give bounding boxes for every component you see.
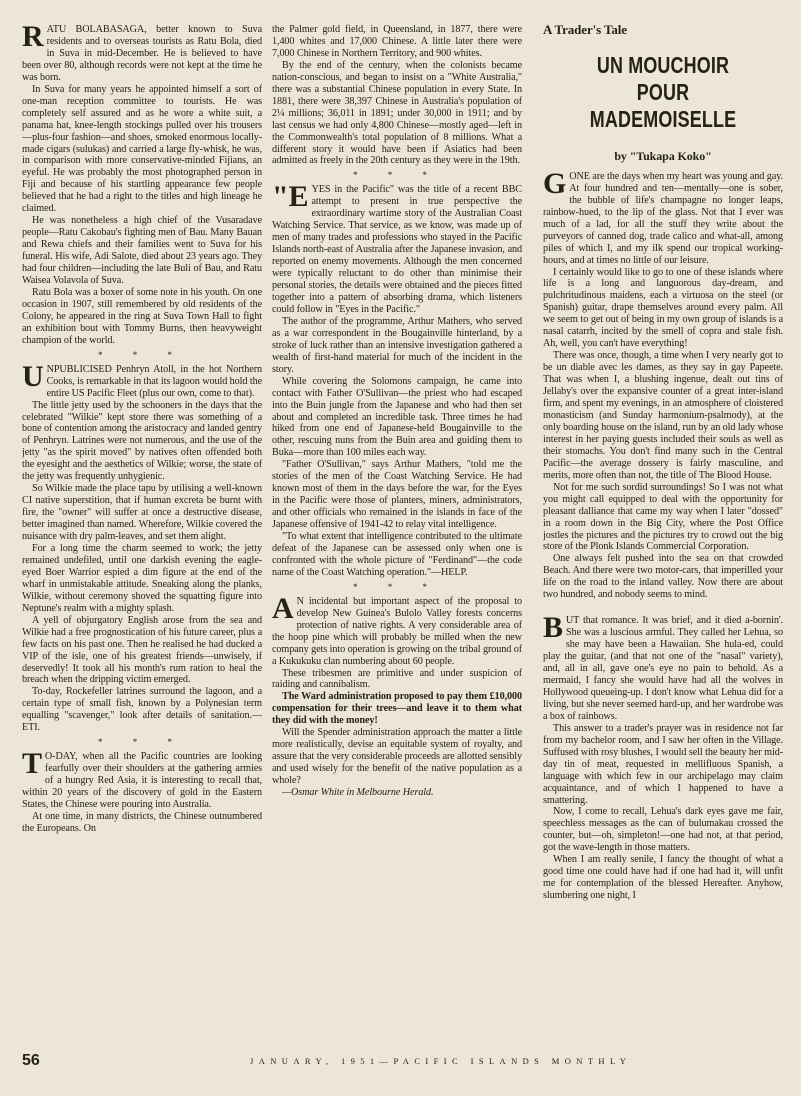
paragraph-text: ATU BOLABASAGA, better known to Suva residents and to overseas tourists as Ratu Bola, died in Suva in mid-December. He is believed to have been over 80, although records were not kept at the time he was born. bbox=[22, 24, 262, 83]
drop-cap: R bbox=[22, 24, 44, 53]
paragraph bbox=[543, 166, 783, 267]
paragraph-text: To-day, Rockefeller latrines surround the lagoon, and a certain type of small fish, known by a Polynesian term equalling "scavenger," look after details of sanitation.—ETI. bbox=[22, 686, 262, 734]
page-number: 56 bbox=[22, 1052, 40, 1069]
paragraph bbox=[272, 459, 522, 531]
paragraph-text: The little jetty used by the schooners in the days that the celebrated "Wilkie" kept store there was something of a bone of contention among the aristocracy and landed gentry of Penhryn. Latrines were not numerous, and the use of the jetty "as the spirit moved" by natives often offended both the eyesight and the aesthetics of Wilkie; worse, the state of the jetty was frequently unhygienic. bbox=[22, 399, 262, 483]
article-column-1 bbox=[22, 24, 262, 1036]
paragraph bbox=[543, 723, 783, 807]
paragraph bbox=[22, 24, 262, 84]
spacer bbox=[543, 601, 783, 615]
paragraph-text: While covering the Solomons campaign, he came into contact with Father O'Sullivan—the priest who had escaped into the Buin jungle from the Japanese and who had then set about and completed an incredible task. Three times he had hiked from one end of Japanese-held Bougainville to the other, rescuing nuns from the Buin area and guiding them to Buka—more than 100 miles each way. bbox=[272, 375, 522, 459]
paragraph bbox=[543, 806, 783, 854]
paragraph-text: This answer to a trader's prayer was in residence not far from my bachelor room, and I saw her often in the Village. Suffused with rosy blushes, I would sell the beauty her mid-day tin of meat, requested in mellifluous Spanish, a language with which few in our archipelago may claim acquaintance, and of which I happened to have a smattering. bbox=[543, 722, 783, 806]
paragraph-text: In Suva for many years he appointed himself a sort of one-man reception committee to tourists. He was completely self assured and as he wore a white suit, a panama hat, knee-length stockings pulled over his trousers—plus-four fashion—and shoes, smoked enormous locally-made cigars (sulukas) and carried a large fly-whisk, he was, in comparison with more conservative-minded Fijians, an eyeful. He was probably the most photographed person in Fiji and because of his startling appearance few people believed that he had a right to the titles and high lineage he claimed. bbox=[22, 83, 262, 215]
paragraph bbox=[543, 553, 783, 601]
paragraph-text: Now, I come to recall, Lehua's dark eyes gave me fair, speechless messages as the can of bulumakau crossed the counter, but—oh, simpleton!—one had not, at that period, got the wave-length in those matters. bbox=[543, 806, 783, 854]
running-head: JANUARY, 1951—PACIFIC ISLANDS MONTHLY bbox=[250, 1056, 632, 1066]
paragraph-text: By the end of the century, when the colonists became nation-conscious, and began to insist on a "White Australia," there was a substantial Chinese population in every State. In 1881, there were 38,397 Chinese in Australia's population of 2¼ millions; 36,011 in 1891; under 30,000 in 1911; and by last census we had only 4,800 Chinese—mostly aged—left in the Commonwealth's total population of 8 millions. What a different story it would have been if Asiatics had been admitted as freely in the 20th century as they were in the 19th. bbox=[272, 59, 522, 167]
paragraph bbox=[272, 668, 522, 692]
paragraph bbox=[22, 483, 262, 543]
paragraph-text: NPUBLICISED Penhryn Atoll, in the hot Northern Cooks, is remarkable in that its lagoon would hold the entire US Pacific Fleet (plus our own, come to that). bbox=[46, 363, 262, 399]
paragraph bbox=[22, 359, 262, 400]
paragraph bbox=[272, 376, 522, 460]
paragraph-text: A yell of objurgatory English arose from the sea and Wilkie had a free prognostication of his future career, plus a few facts on his past one. Then he realised he had ducked a VIP of the isle, one of his greatest friends—unwisely, if deservedly! It took all his month's rum ration to heal the breach when the dripping victim emerged. bbox=[22, 614, 262, 686]
paragraph-text: So Wilkie made the place tapu by utilising a well-known CI native superstition, that if human excreta be burnt with fire, the "owner" will suffer at once a destructive disease, better imagined than named. Wherefore, Wilkie covered the nuisance with dry palm-leaves, and set them alight. bbox=[22, 483, 262, 543]
drop-cap: G bbox=[543, 166, 567, 200]
section-divider: * * * bbox=[353, 581, 441, 592]
paragraph-text: "To what extent that intelligence contributed to the ultimate defeat of the Japanese can be assessed only when one is confronted with the whole picture of "Ferdinand"—the code name of the Coast Watching operation."—HELP. bbox=[272, 531, 522, 578]
paragraph bbox=[272, 691, 522, 727]
paragraph-text: N incidental but important aspect of the proposal to develop New Guinea's Bulolo Valley forests concerns protection of native rights. A very considerable area of the hoop pine which will probably be milled when the new company gets into operation is growing on the tribal ground of a Kukukuku clan numbering about 60 people. bbox=[272, 595, 522, 667]
article-column-2 bbox=[272, 24, 522, 1036]
paragraph-text: He was nonetheless a high chief of the Vusaradave people—Ratu Cakobau's fighting men of Bau. Many Bauan and Rewa chiefs and their families went to Suva for his funeral. His wife, Adi Salote, died about 23 years ago. They had four children—including the late Buli of Bau, and Ratu Waisea Volavola of Suva. bbox=[22, 215, 262, 287]
drop-cap: "E bbox=[272, 180, 309, 214]
drop-cap: U bbox=[22, 359, 44, 393]
drop-cap: A bbox=[272, 591, 294, 625]
paragraph-text: At one time, in many districts, the Chinese outnumbered the Europeans. On bbox=[22, 810, 262, 834]
paragraph bbox=[272, 24, 522, 60]
paragraph-text: These tribesmen are primitive and under suspicion of raiding and cannibalism. bbox=[272, 667, 522, 691]
article-headline: UN MOUCHOIR POUR MADEMOISELLE bbox=[589, 51, 737, 132]
paragraph bbox=[272, 60, 522, 168]
paragraph bbox=[543, 611, 783, 723]
paragraph bbox=[22, 811, 262, 835]
paragraph-text: the Palmer gold field, in Queensland, in 1877, there were 1,400 whites and 17,000 Chinese. A little later there were 7,000 Chinese in Northern Territory, and 900 whites. bbox=[272, 24, 522, 59]
drop-cap: T bbox=[22, 747, 42, 781]
paragraph-text: When I am really senile, I fancy the thought of what a good time one could have had if one had had it, will unfit me for contemplation of the blessed Hereafter. Anyhow, slumbering one night, I bbox=[543, 854, 783, 902]
section-divider: * * * bbox=[353, 170, 441, 181]
paragraph-text: "Father O'Sullivan," says Arthur Mathers, "told me the stories of the men of the Coast Watching Service. He had known most of them in the days before the war, for the Eyes in the Pacific were those of planters, miners, administrators, and other officials who remained in the islands in face of the Japanese offensive of 1941-42 to relay vital intelligence. bbox=[272, 459, 522, 531]
section-kicker: A Trader's Tale bbox=[543, 24, 627, 37]
drop-cap: B bbox=[543, 611, 563, 645]
paragraph bbox=[272, 531, 522, 579]
paragraph bbox=[22, 84, 262, 215]
paragraph bbox=[22, 615, 262, 687]
paragraph bbox=[22, 400, 262, 484]
paragraph-text: The author of the programme, Arthur Mathers, who served as a war correspondent in the Bougainville hinterland, by a stroke of luck rather than an intensive investigation gathered a wealth of first-hand material for much of the incident in the story. bbox=[272, 315, 522, 375]
section-divider: * * * bbox=[98, 349, 186, 360]
paragraph bbox=[543, 854, 783, 902]
paragraph bbox=[22, 287, 262, 347]
paragraph-text: Will the Spender administration approach the matter a little more realistically, devise an equitable system of royalty, and assure that the very considerable proceeds are allotted sensibly and used wisely for the benefit of the native population as a whole? bbox=[272, 727, 522, 787]
article-column-3 bbox=[543, 24, 783, 1036]
paragraph-text: ONE are the days when my heart was young and gay. At four hundred and ten—mentally—one is sober, the bubble of life's champagne no longer leaps, rainbow-hued, to the lip of the glass. Not that I ever was much of a lad, for all the stuff they write about the purveyors of canned dog, trade calico and what-all, among piles of which I, and my ilk spend our tropical working-hours, and at times no little of our leisure. bbox=[543, 170, 783, 266]
paragraph-text: O-DAY, when all the Pacific countries are looking fearfully over their shoulders at the gathering armies of a hungry Red Asia, it is interesting to recall that, within 20 years of the discovery of gold in the Eastern States, the Chinese were pouring into Australia. bbox=[22, 751, 262, 810]
paragraph-text: There was once, though, a time when I very nearly got to be un diable avec les dames, as they say in gay Papeete. That was when I, a blushing ingenue, dealt out tins of Jellaby's over the expansive counter of a great inter-island firm, and spent my evenings, in an atmosphere of cloistered monasticism (and Sunday harmonium-psalmody), at the only boarding house on the island, run by an old lady whose interest in her paying guests included their souls as well as their stomachs. You don't find many such in the Central Pacific—the average dossery is fairly masculine, and merits, more often than not, the title of The Blood House. bbox=[543, 350, 783, 481]
paragraph-text: For a long time the charm seemed to work; the jetty remained undefiled, until one darkish evening the eagle-eyed Boer Warrior espied a dim figure at the end of the wharf in unmistakable attitude. Sneaking along the planks, Wilkie, without ceremony shoved the squatting figure into Neptune's realm with a mighty splash. bbox=[22, 542, 262, 614]
paragraph-text: The Ward administration proposed to pay them £10,000 compensation for their trees—and leave it to them what they did with the money! bbox=[272, 691, 522, 727]
paragraph-text: UT that romance. It was brief, and it died a-bornin'. She was a luscious armful. They called her Lehua, so she may have been a Hawaiian. She hula-ed, could play the guitar, (and that not one of the "nasal" variety), and, all in all, gave one's eye no pain to behold. As a mermaid, I fancy she would have had all the wolves in Hollywood queueing-up. I don't know what Lehua did for a living, but she never seemed hard-up, and her wardrobe was a box of rainbows. bbox=[543, 615, 783, 722]
paragraph bbox=[272, 727, 522, 787]
paragraph-text: One always felt pushed into the sea on that crowded Beach. And there were two motor-cars, that imperilled your life on the road to the inland valley. Now there are about two hundred, and nobody seems to mind. bbox=[543, 553, 783, 601]
section-divider: * * * bbox=[98, 737, 186, 748]
paragraph bbox=[22, 747, 262, 811]
paragraph bbox=[272, 591, 522, 668]
paragraph bbox=[22, 215, 262, 287]
article-body bbox=[543, 166, 783, 902]
paragraph-text: YES in the Pacific" was the title of a recent BBC attempt to present in true perspective the extraordinary wartime story of the Australian Coast Watching Service. That service, as we know, was made up of men of many trades and professions who stayed in the Pacific Islands north-east of Australia after the Japanese invasion, and reported on enemy movements. Although the men concerned were typically reluctant to do other than minimise their personal stories, the details were obtained and the pieces fitted together into a pattern of absorbing drama, which listeners could follow in "Eyes in the Pacific." bbox=[272, 184, 522, 315]
paragraph-text: Ratu Bola was a boxer of some note in his youth. On one occasion in 1907, still remembered by old residents of the Colony, he appeared in the ring at Suva Town Hall to fight an exhibition bout with Tommy Burns, then heavyweight champion of the world. bbox=[22, 286, 262, 346]
paragraph bbox=[22, 686, 262, 734]
signature bbox=[272, 787, 522, 799]
paragraph bbox=[543, 267, 783, 351]
paragraph-text: —Osmar White in Melbourne Herald. bbox=[282, 787, 434, 799]
article-byline: by "Tukapa Koko" bbox=[614, 148, 712, 163]
paragraph bbox=[272, 180, 522, 315]
page-footer bbox=[0, 1052, 801, 1072]
paragraph-text: I certainly would like to go to one of these islands where life is a long and languorous day-dream, and pulchritudinous maidens, each a virtuosa on the steel (or Spanish) guitar, drape themselves around every palm. All we seem to get out of being in my own group of islands is a nasal catarrh, incited by the smell of copra and stale fish. Ah, well, you can't have everything! bbox=[543, 266, 783, 350]
paragraph bbox=[272, 316, 522, 376]
paragraph bbox=[543, 482, 783, 554]
paragraph-text: Not for me such sordid surroundings! So I was not what you might call equipped to deal with the opportunity for pleasant dalliance that came my way when I later "dossed" in a room down in the Big City, where the Post Office jostles the pictures and the pictures try to crowd out the big store of the Plonk Islands Commercial Corporation. bbox=[543, 481, 783, 553]
paragraph bbox=[22, 543, 262, 615]
paragraph bbox=[543, 350, 783, 481]
